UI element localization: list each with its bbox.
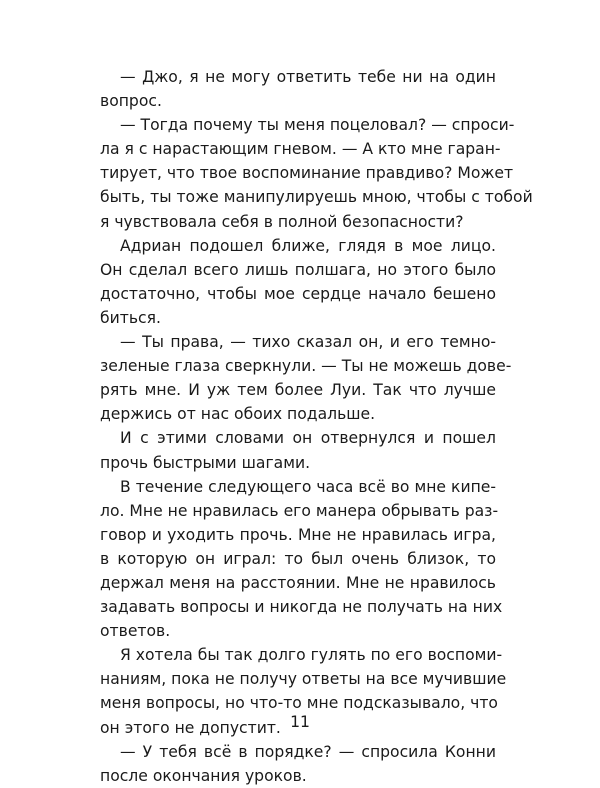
text-line: меня вопросы, но что-то мне подсказывало, что [100, 694, 498, 713]
text-line: быть, ты тоже манипулируешь мною, чтобы с тобой [100, 188, 533, 207]
text-line: ответов. [100, 622, 171, 641]
text-line: зеленые глаза сверкнули. — Ты не можешь дове- [100, 357, 512, 376]
text-line: тирует, что твое воспоминание правдиво? Может [100, 164, 514, 183]
text-line: ла я с нарастающим гневом. — А кто мне гаран- [100, 140, 501, 159]
text-line: вопрос. [100, 92, 162, 111]
page-number: 11 [290, 713, 310, 731]
text-line: рять мне. И уж тем более Луи. Так что лучше [100, 381, 496, 400]
text-line: держись от нас обоих подальше. [100, 405, 376, 424]
text-line: говор и уходить прочь. Мне не нравилась игра, [100, 525, 496, 544]
text-line: биться. [100, 308, 161, 327]
text-line: — Джо, я не могу ответить тебе ни на один [120, 68, 496, 86]
text-line: я чувствовала себя в полной безопасности? [100, 212, 464, 231]
text-line: — Ты права, — тихо сказал он, и его темно- [120, 333, 496, 352]
text-line: в которую он играл: то был очень близок, то [100, 549, 496, 568]
text-line: он этого не допустит. [100, 718, 281, 737]
text-line: Адриан подошел ближе, глядя в мое лицо. [120, 236, 496, 255]
text-line: наниям, пока не получу ответы на все мучившие [100, 670, 507, 689]
text-line: В течение следующего часа всё во мне кипе- [120, 477, 496, 496]
text-line: задавать вопросы и никогда не получать на них [100, 598, 503, 617]
body-text [100, 65, 533, 788]
text-line: достаточно, чтобы мое сердце начало бешено [100, 284, 496, 303]
text-line: держал меня на расстоянии. Мне не нравилось [100, 573, 496, 592]
text-line: И с этими словами он отвернулся и пошел [120, 429, 496, 448]
text-line: прочь быстрыми шагами. [100, 453, 311, 472]
text-line: — Тогда почему ты меня поцеловал? — спроси- [120, 116, 515, 135]
text-line: ло. Мне не нравилась его манера обрывать раз- [100, 501, 499, 520]
text-line: после окончания уроков. [100, 766, 307, 785]
text-line: — У тебя всё в порядке? — спросила Конни [120, 742, 496, 761]
text-line: Он сделал всего лишь полшага, но этого было [100, 260, 496, 279]
text-line: Я хотела бы так долго гулять по его воспоми- [120, 646, 503, 665]
